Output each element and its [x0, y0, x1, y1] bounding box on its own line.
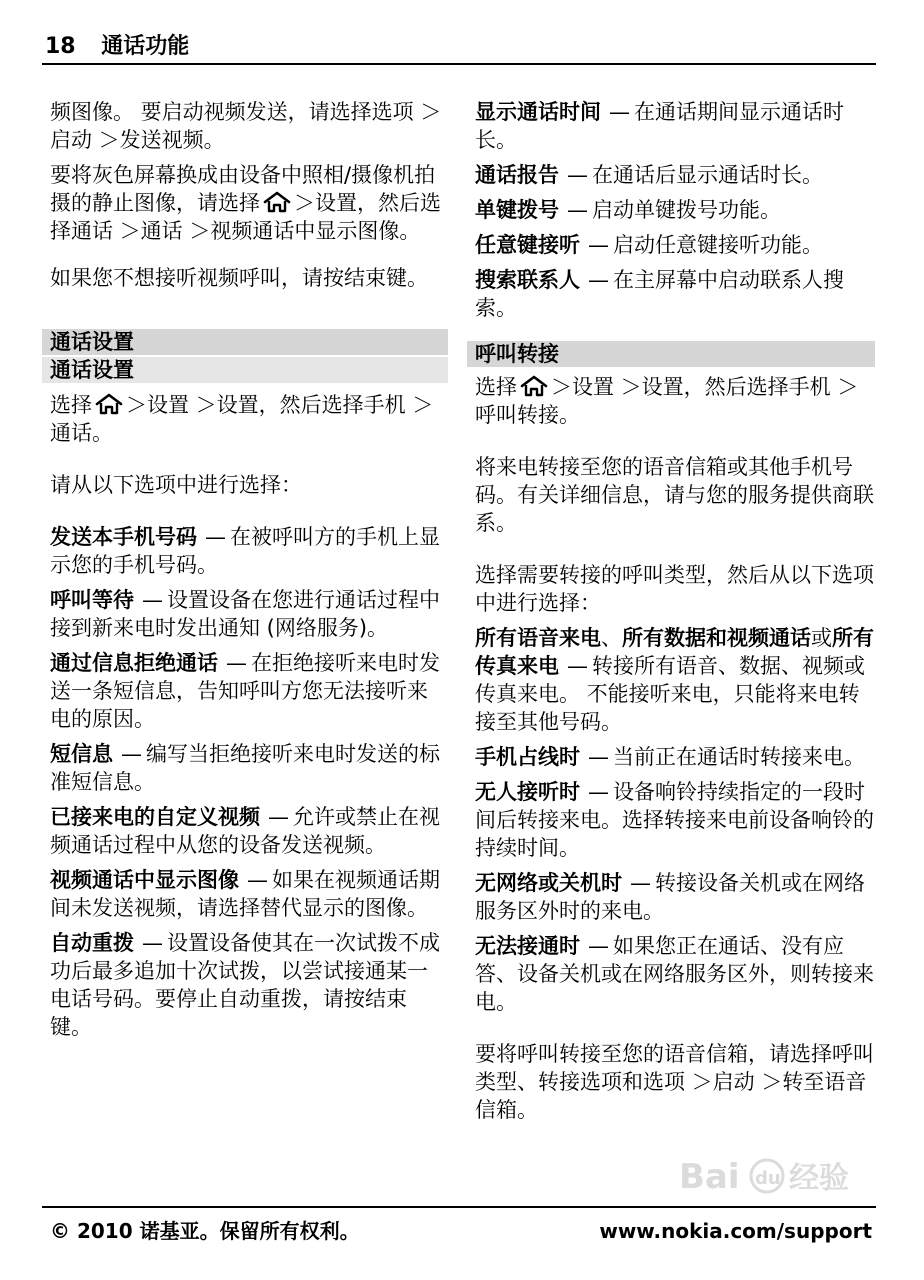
- option-item: 短信息 — 编写当拒绝接听来电时发送的标准短信息。: [50, 742, 440, 794]
- option-term: 所有语音来电: [475, 626, 601, 650]
- option-term: 自动重拨: [50, 931, 134, 955]
- option-item: 发送本手机号码 — 在被呼叫方的手机上显示您的手机号码。: [50, 525, 440, 577]
- footer-url[interactable]: www.nokia.com/support: [599, 1219, 872, 1243]
- option-desc: 在主屏幕中启动联系人搜索。: [475, 268, 844, 320]
- page-header: [45, 32, 875, 62]
- left-column: [50, 98, 448, 1048]
- option-item: 单键拨号 — 启动单键拨号功能。: [475, 198, 781, 222]
- option-item: 手机占线时 — 当前正在通话时转接来电。: [475, 745, 865, 769]
- paragraph: 将来电转接至您的语音信箱或其他手机号码。有关详细信息，请与您的服务提供商联系。: [475, 455, 874, 535]
- paragraph: 如果您不想接听视频呼叫，请按结束键。: [50, 266, 428, 290]
- paragraph: 请从以下选项中进行选择：: [50, 473, 302, 497]
- option-term: 无法接通时: [475, 934, 580, 958]
- option-term: 通过信息拒绝通话: [50, 651, 218, 675]
- section-title: 通话功能: [101, 34, 190, 59]
- option-desc: 编写当拒绝接听来电时发送的标准短信息。: [50, 742, 440, 794]
- option-desc: 转接所有语音、数据、视频或传真来电。 不能接听来电，只能将来电转接至其他号码。: [475, 654, 865, 734]
- option-desc: 设备响铃持续指定的一段时间后转接来电。选择转接来电前设备响铃的持续时间。: [475, 780, 874, 860]
- option-item: 自动重拨 — 设置设备使其在一次试拨不成功后最多追加十次试拨，以尝试接通某一电话号码。要停止自动重拨，请按结束键。: [50, 931, 440, 1039]
- option-desc: 在通话期间显示通话时长。: [475, 100, 844, 152]
- option-item: 搜索联系人 — 在主屏幕中启动联系人搜索。: [475, 268, 844, 320]
- option-term: 呼叫等待: [50, 588, 134, 612]
- paragraph: 选择 ＞设置 ＞设置，然后选择手机 ＞呼叫转接。: [475, 375, 859, 427]
- paragraph: 选择 ＞设置 ＞设置，然后选择手机 ＞通话。: [50, 393, 434, 445]
- option-desc: 在通话后显示通话时长。: [592, 163, 823, 187]
- option-term: 手机占线时: [475, 745, 580, 769]
- option-term: 已接来电的自定义视频: [50, 805, 260, 829]
- home-icon: [519, 375, 549, 397]
- option-item: 无网络或关机时 — 转接设备关机或在网络服务区外时的来电。: [475, 871, 865, 923]
- home-icon: [94, 393, 124, 415]
- option-term: 搜索联系人: [475, 268, 580, 292]
- option-desc: 当前正在通话时转接来电。: [613, 745, 865, 769]
- option-desc: 如果在视频通话期间未发送视频，请选择替代显示的图像。: [50, 868, 440, 920]
- option-desc: 允许或禁止在视频通话过程中从您的设备发送视频。: [50, 805, 440, 857]
- option-term: 显示通话时间: [475, 100, 601, 124]
- option-item: 呼叫等待 — 设置设备在您进行通话过程中接到新来电时发出通知 (网络服务)。: [50, 588, 440, 640]
- option-term: 所有数据和视频通话: [622, 626, 811, 650]
- baidu-watermark-logo: [679, 1150, 869, 1200]
- paragraph: 要将呼叫转接至您的语音信箱，请选择呼叫类型、转接选项和选项 ＞启动 ＞转至语音信箱。: [475, 1042, 874, 1122]
- option-desc: 设置设备使其在一次试拨不成功后最多追加十次试拨，以尝试接通某一电话号码。要停止自动重拨，请按结束键。: [50, 931, 440, 1039]
- option-item: 视频通话中显示图像 — 如果在视频通话期间未发送视频，请选择替代显示的图像。: [50, 868, 440, 920]
- section-heading: 通话设置: [42, 329, 448, 355]
- paragraph: 频图像。 要启动视频发送，请选择选项 ＞启动 ＞发送视频。: [50, 100, 442, 152]
- footer-rule: [42, 1206, 876, 1208]
- option-desc: 转接设备关机或在网络服务区外时的来电。: [475, 871, 865, 923]
- option-term: 无网络或关机时: [475, 871, 622, 895]
- page-number: 18: [45, 34, 76, 59]
- option-item: 通话报告 — 在通话后显示通话时长。: [475, 163, 823, 187]
- option-term: 所有传真来电: [475, 626, 874, 678]
- option-term: 任意键接听: [475, 233, 580, 257]
- option-desc: 设置设备在您进行通话过程中接到新来电时发出通知 (网络服务)。: [50, 588, 440, 640]
- option-desc: 在拒绝接听来电时发送一条短信息，告知呼叫方您无法接听来电的原因。: [50, 651, 440, 731]
- option-desc: 如果您正在通话、没有应答、设备关机或在网络服务区外，则转接来电。: [475, 934, 874, 1014]
- option-desc: 启动单键拨号功能。: [592, 198, 781, 222]
- option-item: 显示通话时间 — 在通话期间显示通话时长。: [475, 100, 844, 152]
- paragraph: 要将灰色屏幕换成由设备中照相/摄像机拍摄的静止图像，请选择 ＞设置，然后选择通话 ＞通话 ＞视频通话中显示图像。: [50, 163, 441, 243]
- option-term: 发送本手机号码: [50, 525, 197, 549]
- svg-text:Bai: Bai: [679, 1157, 740, 1197]
- option-item: 无人接听时 — 设备响铃持续指定的一段时间后转接来电。选择转接来电前设备响铃的持续时间。: [475, 780, 874, 860]
- header-rule: [42, 63, 876, 65]
- svg-text:du: du: [755, 1168, 781, 1189]
- section-heading: 呼叫转接: [467, 341, 875, 367]
- option-desc: 启动任意键接听功能。: [613, 233, 823, 257]
- option-item: 所有语音来电、所有数据和视频通话或所有传真来电 — 转接所有语音、数据、视频或传真来电。 不能接听来电，只能将来电转接至其他号码。: [475, 626, 874, 734]
- footer-copyright: © 2010 诺基亚。保留所有权利。: [50, 1219, 360, 1243]
- option-term: 无人接听时: [475, 780, 580, 804]
- option-term: 通话报告: [475, 163, 559, 187]
- option-item: 通过信息拒绝通话 — 在拒绝接听来电时发送一条短信息，告知呼叫方您无法接听来电的原因。: [50, 651, 440, 731]
- home-icon: [262, 191, 292, 213]
- option-desc: 在被呼叫方的手机上显示您的手机号码。: [50, 525, 440, 577]
- option-item: 无法接通时 — 如果您正在通话、没有应答、设备关机或在网络服务区外，则转接来电。: [475, 934, 874, 1014]
- option-term: 短信息: [50, 742, 113, 766]
- option-item: 已接来电的自定义视频 — 允许或禁止在视频通话过程中从您的设备发送视频。: [50, 805, 440, 857]
- option-term: 视频通话中显示图像: [50, 868, 239, 892]
- paragraph: 选择需要转接的呼叫类型，然后从以下选项中进行选择：: [475, 563, 874, 615]
- svg-text:经验: 经验: [789, 1161, 849, 1196]
- subsection-heading: 通话设置: [42, 357, 448, 383]
- option-term: 单键拨号: [475, 198, 559, 222]
- right-column: [475, 98, 875, 1131]
- option-item: 任意键接听 — 启动任意键接听功能。: [475, 233, 823, 257]
